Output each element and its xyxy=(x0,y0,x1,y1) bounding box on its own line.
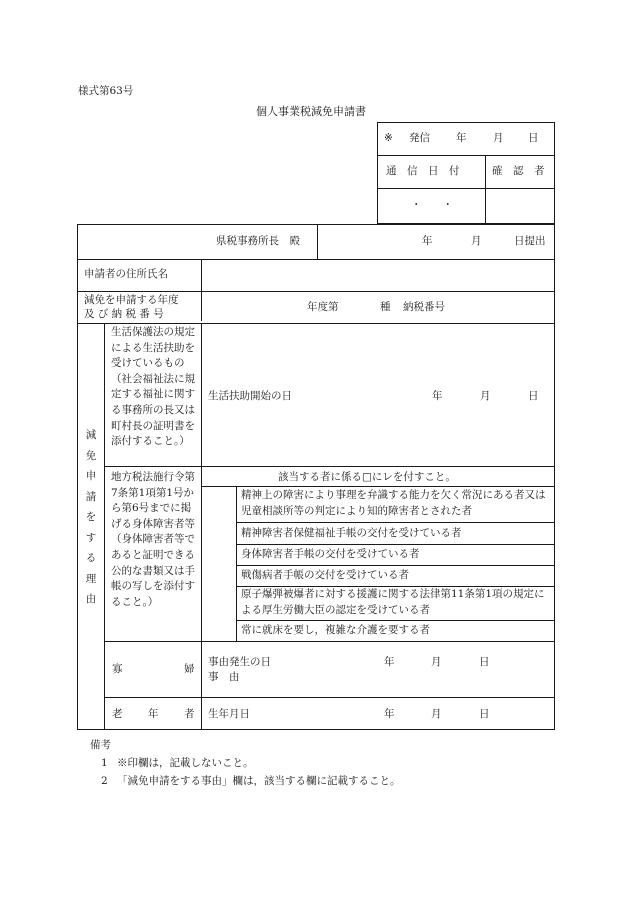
checkbox-mental-health[interactable] xyxy=(202,523,235,543)
elderly-year: 年 xyxy=(384,708,395,720)
applicant-label: 申請者の住所氏名 xyxy=(84,268,168,280)
issue-month: 月 xyxy=(493,132,504,144)
addressee-label: 県税事務所長 殿 xyxy=(216,235,300,247)
widow-label-a: 寡 xyxy=(112,663,123,675)
note-number: 1 xyxy=(101,757,108,769)
welfare-start-label: 生活扶助開始の日 xyxy=(208,390,292,402)
year-field-label: 年度第 xyxy=(307,301,339,313)
welfare-year: 年 xyxy=(432,390,443,402)
page-title: 個人事業税減免申請書 xyxy=(256,105,366,118)
disabled-desc: 地方税法施行令第7条第1項第1号から第6号までに掲げる身体障害者等（身体障害者等であると証明できる公的な書類又は手帳の写しを添付すること。） xyxy=(111,471,195,608)
widow-reason-label: 事 由 xyxy=(208,671,240,683)
divider xyxy=(201,486,555,487)
disabled-item: 精神障害者保健福祉手帳の交付を受けている者 xyxy=(241,527,462,539)
issue-label: 発信 xyxy=(409,132,430,144)
welfare-month: 月 xyxy=(480,390,491,402)
elderly-day: 日 xyxy=(479,708,490,720)
submit-month: 月 xyxy=(471,235,482,247)
elderly-label-c: 者 xyxy=(184,708,195,720)
divider xyxy=(104,323,105,730)
note-text: 「減免申請をする事由」欄は，該当する欄に記載すること。 xyxy=(117,775,401,787)
issue-year: 年 xyxy=(456,132,467,144)
disabled-item: 常に就床を要し，複雑な介護を要する者 xyxy=(241,624,430,636)
reason-vertical-label: 減免申請をする理由 xyxy=(85,429,97,605)
checkbox-intellectual[interactable] xyxy=(202,487,235,521)
checkbox-war-injury[interactable] xyxy=(202,566,235,586)
elderly-month: 月 xyxy=(431,708,442,720)
divider xyxy=(236,620,555,621)
tax-no-label: 納税番号 xyxy=(403,301,445,313)
elderly-label-a: 老 xyxy=(112,708,123,720)
divider xyxy=(77,323,555,324)
divider xyxy=(104,697,555,698)
checkbox-bedridden[interactable] xyxy=(202,621,235,640)
disabled-item: 身体障害者手帳の交付を受けている者 xyxy=(241,548,420,560)
divider xyxy=(377,155,555,156)
divider xyxy=(77,259,555,260)
widow-year: 年 xyxy=(384,656,395,668)
year-label-line2: 及 び 納 税 番 号 xyxy=(84,308,164,320)
divider xyxy=(317,224,318,259)
divider xyxy=(485,155,486,224)
comm-date-dots: ・ ・ xyxy=(411,199,453,211)
elderly-birth-label: 生年月日 xyxy=(208,708,250,720)
elderly-label-b: 年 xyxy=(148,708,159,720)
disabled-item: 原子爆弾被爆者に対する援護に関する法律第11条第1項の規定による厚生労働大臣の認定を受けている者 xyxy=(241,588,545,616)
confirmer-label: 確 認 者 xyxy=(492,165,545,177)
disabled-item: 戦傷病者手帳の交付を受けている者 xyxy=(241,569,409,581)
submit-day: 日提出 xyxy=(514,235,546,247)
disabled-item: 精神上の障害により事理を弁識する能力を欠く常況にある者又は児童相談所等の判定により知的障害者とされた者 xyxy=(241,489,546,517)
divider xyxy=(236,486,237,641)
welfare-desc: 生活保護法の規定による生活扶助を受けているもの（社会福祉法に規定する福祉に関する事務所の長又は町村長の証明書を添付すること。） xyxy=(111,326,195,448)
checkbox-physical[interactable] xyxy=(202,545,235,565)
divider xyxy=(236,565,555,566)
divider xyxy=(236,522,555,523)
divider xyxy=(77,291,555,292)
divider xyxy=(236,544,555,545)
welfare-day: 日 xyxy=(528,390,539,402)
note-text: ※印欄は，記載しないこと。 xyxy=(117,757,254,769)
divider xyxy=(201,259,202,321)
note-number: 2 xyxy=(101,775,108,787)
issue-mark: ※ xyxy=(384,132,393,144)
notes-heading: 備考 xyxy=(90,739,111,751)
divider xyxy=(104,641,555,642)
widow-day: 日 xyxy=(479,656,490,668)
widow-month: 月 xyxy=(431,656,442,668)
class-label: 種 xyxy=(380,301,391,313)
disabled-instruction: 該当する者に係る□にレを付すこと。 xyxy=(278,471,456,483)
divider xyxy=(104,466,555,467)
divider xyxy=(377,188,555,189)
submit-year: 年 xyxy=(422,235,433,247)
confirmer-field[interactable] xyxy=(488,191,552,221)
year-label-line1: 減免を申請する年度 xyxy=(84,294,179,306)
applicant-field[interactable] xyxy=(205,262,550,288)
widow-event-label: 事由発生の日 xyxy=(208,656,271,668)
form-number: 様式第63号 xyxy=(78,85,134,97)
widow-label-b: 婦 xyxy=(184,663,195,675)
comm-date-label: 通 信 日 付 xyxy=(386,165,460,177)
checkbox-atomic-bomb[interactable] xyxy=(202,587,235,619)
issue-day: 日 xyxy=(528,132,539,144)
